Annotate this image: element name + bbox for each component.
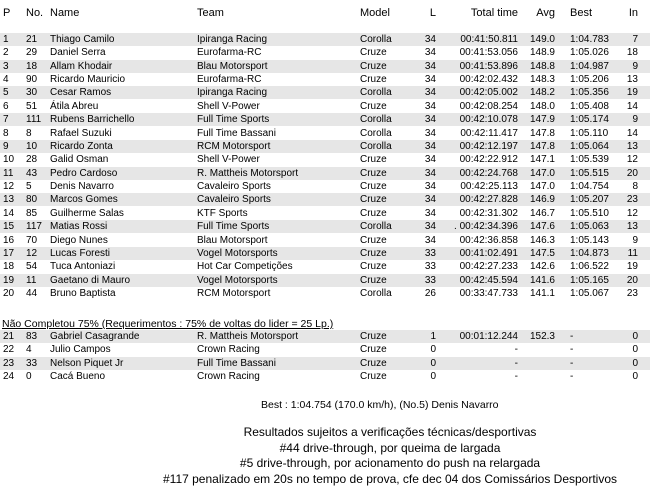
avg-speed-cell: 147.0 xyxy=(522,167,555,180)
avg-speed-cell: 152.3 xyxy=(522,330,555,343)
best-lap-cell: 1:05.539 xyxy=(570,153,609,166)
laps-cell: 34 xyxy=(396,113,436,126)
best-lap-summary: Best : 1:04.754 (170.0 km/h), (No.5) Denis Navarro xyxy=(261,399,499,412)
total-time-cell: 00:01:12.244 xyxy=(444,330,518,343)
team-cell: R. Mattheis Motorsport xyxy=(197,330,298,343)
header-best: Best xyxy=(570,6,592,20)
table-row xyxy=(0,343,650,356)
best-lap-cell: 1:05.356 xyxy=(570,86,609,99)
driver-name-cell: Galid Osman xyxy=(50,153,108,166)
best-lap-cell: 1:04.873 xyxy=(570,247,609,260)
avg-speed-cell: 148.2 xyxy=(522,86,555,99)
best-lap-cell: - xyxy=(570,330,573,343)
best-lap-cell: 1:05.067 xyxy=(570,287,609,300)
table-row xyxy=(0,73,650,86)
team-cell: Hot Car Competições xyxy=(197,260,293,273)
best-lap-cell: 1:05.206 xyxy=(570,73,609,86)
avg-speed-cell: 148.8 xyxy=(522,60,555,73)
table-row xyxy=(0,127,650,140)
avg-speed-cell: 148.9 xyxy=(522,46,555,59)
avg-speed-cell: 147.8 xyxy=(522,127,555,140)
driver-name-cell: Julio Campos xyxy=(50,343,111,356)
table-row xyxy=(0,287,650,300)
best-lap-cell: 1:05.110 xyxy=(570,127,608,140)
car-number-cell: 29 xyxy=(26,46,37,59)
best-lap-in-cell: 19 xyxy=(622,86,638,99)
position-cell: 14 xyxy=(3,207,14,220)
best-lap-in-cell: 7 xyxy=(622,33,638,46)
total-time-cell: 00:41:50.811 xyxy=(444,33,518,46)
best-lap-in-cell: 0 xyxy=(622,343,638,356)
team-cell: Crown Racing xyxy=(197,370,260,383)
best-lap-in-cell: 9 xyxy=(622,234,638,247)
best-lap-cell: - xyxy=(570,357,573,370)
avg-speed-cell: 147.1 xyxy=(522,153,555,166)
header-in: In xyxy=(622,6,638,20)
car-number-cell: 51 xyxy=(26,100,37,113)
best-lap-cell: 1:06.522 xyxy=(570,260,609,273)
model-cell: Cruze xyxy=(360,153,387,166)
model-cell: Corolla xyxy=(360,287,392,300)
team-cell: Vogel Motorsports xyxy=(197,247,278,260)
position-cell: 9 xyxy=(3,140,9,153)
total-time-cell: 00:42:31.302 xyxy=(444,207,518,220)
best-lap-in-cell: 23 xyxy=(622,287,638,300)
total-time-cell: 00:33:47.733 xyxy=(444,287,518,300)
position-cell: 6 xyxy=(3,100,9,113)
best-lap-in-cell: 9 xyxy=(622,113,638,126)
team-cell: Cavaleiro Sports xyxy=(197,193,271,206)
driver-name-cell: Pedro Cardoso xyxy=(50,167,117,180)
model-cell: Cruze xyxy=(360,343,387,356)
driver-name-cell: Cesar Ramos xyxy=(50,86,111,99)
position-cell: 16 xyxy=(3,234,14,247)
best-lap-in-cell: 13 xyxy=(622,73,638,86)
position-cell: 12 xyxy=(3,180,14,193)
best-lap-cell: 1:05.064 xyxy=(570,140,609,153)
best-lap-cell: 1:05.026 xyxy=(570,46,609,59)
total-time-cell: 00:42:10.078 xyxy=(444,113,518,126)
total-time-cell: 00:41:53.056 xyxy=(444,46,518,59)
driver-name-cell: Daniel Serra xyxy=(50,46,106,59)
laps-cell: 34 xyxy=(396,220,436,233)
laps-cell: 34 xyxy=(396,73,436,86)
best-lap-cell: - xyxy=(570,343,573,356)
team-cell: Ipiranga Racing xyxy=(197,86,267,99)
header-avg: Avg xyxy=(522,6,555,20)
best-lap-in-cell: 0 xyxy=(622,330,638,343)
position-cell: 18 xyxy=(3,260,14,273)
table-row xyxy=(0,86,650,99)
table-header xyxy=(0,6,650,20)
position-cell: 23 xyxy=(3,357,14,370)
best-lap-in-cell: 0 xyxy=(622,357,638,370)
best-lap-cell: 1:05.510 xyxy=(570,207,609,220)
position-cell: 24 xyxy=(3,370,14,383)
model-cell: Cruze xyxy=(360,357,387,370)
driver-name-cell: Diego Nunes xyxy=(50,234,108,247)
position-cell: 7 xyxy=(3,113,9,126)
total-time-cell: - xyxy=(444,357,518,370)
position-cell: 3 xyxy=(3,60,9,73)
model-cell: Corolla xyxy=(360,140,392,153)
driver-name-cell: Rubens Barrichello xyxy=(50,113,135,126)
driver-name-cell: Bruno Baptista xyxy=(50,287,116,300)
car-number-cell: 80 xyxy=(26,193,37,206)
car-number-cell: 30 xyxy=(26,86,37,99)
model-cell: Cruze xyxy=(360,330,387,343)
best-lap-cell: 1:05.408 xyxy=(570,100,609,113)
laps-cell: 34 xyxy=(396,60,436,73)
avg-speed-cell: 149.0 xyxy=(522,33,555,46)
table-row xyxy=(0,247,650,260)
team-cell: Shell V-Power xyxy=(197,100,260,113)
note-line: #117 penalizado em 20s no tempo de prova, cfe dec 04 dos Comissários Desportivos xyxy=(130,472,650,487)
laps-cell: 34 xyxy=(396,193,436,206)
car-number-cell: 28 xyxy=(26,153,37,166)
car-number-cell: 111 xyxy=(26,113,41,126)
laps-cell: 34 xyxy=(396,167,436,180)
model-cell: Corolla xyxy=(360,113,392,126)
total-time-cell: - xyxy=(444,370,518,383)
avg-speed-cell: 148.3 xyxy=(522,73,555,86)
best-lap-in-cell: 13 xyxy=(622,140,638,153)
best-lap-in-cell: 20 xyxy=(622,274,638,287)
total-time-cell: 00:42:12.197 xyxy=(444,140,518,153)
driver-name-cell: Gaetano di Mauro xyxy=(50,274,130,287)
car-number-cell: 83 xyxy=(26,330,37,343)
car-number-cell: 4 xyxy=(26,343,32,356)
avg-speed-cell: 147.6 xyxy=(522,220,555,233)
avg-speed-cell: 148.0 xyxy=(522,100,555,113)
table-row xyxy=(0,33,650,46)
position-cell: 22 xyxy=(3,343,14,356)
car-number-cell: 117 xyxy=(26,220,42,233)
position-cell: 17 xyxy=(3,247,14,260)
best-lap-in-cell: 9 xyxy=(622,60,638,73)
best-lap-cell: 1:05.143 xyxy=(570,234,609,247)
model-cell: Corolla xyxy=(360,220,392,233)
laps-cell: 0 xyxy=(396,370,436,383)
team-cell: RCM Motorsport xyxy=(197,140,270,153)
avg-speed-cell: 147.8 xyxy=(522,140,555,153)
avg-speed-cell: 141.1 xyxy=(522,287,555,300)
best-lap-cell: 1:04.754 xyxy=(570,180,609,193)
team-cell: R. Mattheis Motorsport xyxy=(197,167,298,180)
model-cell: Corolla xyxy=(360,86,392,99)
team-cell: Crown Racing xyxy=(197,343,260,356)
team-cell: Full Time Bassani xyxy=(197,357,276,370)
best-lap-in-cell: 12 xyxy=(622,207,638,220)
model-cell: Cruze xyxy=(360,60,387,73)
driver-name-cell: Thiago Camilo xyxy=(50,33,114,46)
laps-cell: 34 xyxy=(396,46,436,59)
position-cell: 1 xyxy=(3,33,9,46)
team-cell: RCM Motorsport xyxy=(197,287,270,300)
laps-cell: 1 xyxy=(396,330,436,343)
laps-cell: 33 xyxy=(396,274,436,287)
laps-cell: 0 xyxy=(396,357,436,370)
car-number-cell: 54 xyxy=(26,260,37,273)
header-pos: P xyxy=(3,6,10,20)
team-cell: Shell V-Power xyxy=(197,153,260,166)
avg-speed-cell: 146.7 xyxy=(522,207,555,220)
best-lap-cell: 1:05.165 xyxy=(570,274,609,287)
driver-name-cell: Cacá Bueno xyxy=(50,370,105,383)
laps-cell: 34 xyxy=(396,127,436,140)
laps-cell: 33 xyxy=(396,260,436,273)
car-number-cell: 12 xyxy=(26,247,37,260)
laps-cell: 33 xyxy=(396,247,436,260)
driver-name-cell: Guilherme Salas xyxy=(50,207,124,220)
note-line: #44 drive-through, por queima de largada xyxy=(130,441,650,457)
avg-speed-cell: 141.6 xyxy=(522,274,555,287)
total-time-cell: 00:42:24.768 xyxy=(444,167,518,180)
header-model: Model xyxy=(360,6,390,20)
table-row xyxy=(0,207,650,220)
best-lap-in-cell: 19 xyxy=(622,260,638,273)
car-number-cell: 43 xyxy=(26,167,37,180)
avg-speed-cell: 147.9 xyxy=(522,113,555,126)
model-cell: Corolla xyxy=(360,127,392,140)
not-completed-title: Não Completou 75% (Requerimentos : 75% de voltas do lider = 25 Lp.) xyxy=(2,318,333,331)
table-row xyxy=(0,100,650,113)
table-row xyxy=(0,357,650,370)
best-lap-cell: 1:05.063 xyxy=(570,220,609,233)
table-row xyxy=(0,330,650,343)
model-cell: Cruze xyxy=(360,370,387,383)
driver-name-cell: Marcos Gomes xyxy=(50,193,118,206)
team-cell: Full Time Sports xyxy=(197,113,269,126)
car-number-cell: 70 xyxy=(26,234,37,247)
driver-name-cell: Ricardo Mauricio xyxy=(50,73,125,86)
table-row xyxy=(0,220,650,233)
best-lap-cell: 1:05.515 xyxy=(570,167,609,180)
best-lap-in-cell: 11 xyxy=(622,247,638,260)
total-time-cell: 00:42:25.113 xyxy=(444,180,518,193)
model-cell: Cruze xyxy=(360,167,387,180)
table-row xyxy=(0,167,650,180)
total-time-cell: 00:42:02.432 xyxy=(444,73,518,86)
laps-cell: 34 xyxy=(396,140,436,153)
driver-name-cell: Nelson Piquet Jr xyxy=(50,357,123,370)
driver-name-cell: Allam Khodair xyxy=(50,60,112,73)
driver-name-cell: Ricardo Zonta xyxy=(50,140,113,153)
team-cell: Blau Motorsport xyxy=(197,234,268,247)
avg-speed-cell: 142.6 xyxy=(522,260,555,273)
driver-name-cell: Denis Navarro xyxy=(50,180,114,193)
table-row xyxy=(0,46,650,59)
model-cell: Cruze xyxy=(360,180,387,193)
laps-cell: 34 xyxy=(396,180,436,193)
team-cell: Full Time Sports xyxy=(197,220,269,233)
car-number-cell: 18 xyxy=(26,60,37,73)
best-lap-in-cell: 8 xyxy=(622,180,638,193)
note-line: #5 drive-through, por acionamento do push na relargada xyxy=(130,456,650,472)
best-lap-in-cell: 23 xyxy=(622,193,638,206)
best-lap-cell: 1:04.987 xyxy=(570,60,609,73)
driver-name-cell: Átila Abreu xyxy=(50,100,98,113)
table-row xyxy=(0,260,650,273)
table-row xyxy=(0,113,650,126)
total-time-cell: 00:42:22.912 xyxy=(444,153,518,166)
position-cell: 8 xyxy=(3,127,9,140)
total-time-cell: 00:42:08.254 xyxy=(444,100,518,113)
team-cell: Blau Motorsport xyxy=(197,60,268,73)
table-row xyxy=(0,153,650,166)
car-number-cell: 44 xyxy=(26,287,37,300)
best-lap-in-cell: 20 xyxy=(622,167,638,180)
position-cell: 5 xyxy=(3,86,9,99)
car-number-cell: 11 xyxy=(26,274,36,287)
total-time-cell: 00:42:45.594 xyxy=(444,274,518,287)
model-cell: Cruze xyxy=(360,193,387,206)
position-cell: 19 xyxy=(3,274,14,287)
driver-name-cell: Tuca Antoniazi xyxy=(50,260,115,273)
team-cell: Full Time Bassani xyxy=(197,127,276,140)
team-cell: Eurofarma-RC xyxy=(197,46,261,59)
model-cell: Cruze xyxy=(360,207,387,220)
header-total-time: Total time xyxy=(444,6,518,20)
laps-cell: 34 xyxy=(396,153,436,166)
total-time-cell: 00:41:02.491 xyxy=(444,247,518,260)
laps-cell: 34 xyxy=(396,234,436,247)
model-cell: Corolla xyxy=(360,33,392,46)
table-row xyxy=(0,370,650,383)
model-cell: Cruze xyxy=(360,260,387,273)
driver-name-cell: Lucas Foresti xyxy=(50,247,110,260)
position-cell: 11 xyxy=(3,167,13,180)
header-team: Team xyxy=(197,6,224,20)
total-time-cell: 00:42:36.858 xyxy=(444,234,518,247)
avg-speed-cell: 146.3 xyxy=(522,234,555,247)
team-cell: Vogel Motorsports xyxy=(197,274,278,287)
car-number-cell: 10 xyxy=(26,140,37,153)
best-lap-in-cell: 12 xyxy=(622,153,638,166)
total-time-cell: - xyxy=(444,343,518,356)
note-line: Resultados sujeitos a verificações técnicas/desportivas xyxy=(130,425,650,441)
car-number-cell: 0 xyxy=(26,370,32,383)
laps-cell: 34 xyxy=(396,207,436,220)
team-cell: Eurofarma-RC xyxy=(197,73,261,86)
best-lap-in-cell: 14 xyxy=(622,127,638,140)
best-lap-cell: 1:05.207 xyxy=(570,193,609,206)
table-row xyxy=(0,234,650,247)
race-notes xyxy=(130,425,650,487)
car-number-cell: 8 xyxy=(26,127,32,140)
table-row xyxy=(0,60,650,73)
driver-name-cell: Matias Rossi xyxy=(50,220,107,233)
total-time-cell: 00:41:53.896 xyxy=(444,60,518,73)
total-time-cell: 00:42:27.828 xyxy=(444,193,518,206)
position-cell: 15 xyxy=(3,220,14,233)
car-number-cell: 85 xyxy=(26,207,37,220)
best-lap-in-cell: 13 xyxy=(622,220,638,233)
avg-speed-cell: 146.9 xyxy=(522,193,555,206)
model-cell: Cruze xyxy=(360,46,387,59)
team-cell: Cavaleiro Sports xyxy=(197,180,271,193)
header-laps: L xyxy=(396,6,436,20)
avg-speed-cell: 147.5 xyxy=(522,247,555,260)
laps-cell: 26 xyxy=(396,287,436,300)
table-row xyxy=(0,274,650,287)
model-cell: Cruze xyxy=(360,247,387,260)
position-cell: 10 xyxy=(3,153,14,166)
team-cell: Ipiranga Racing xyxy=(197,33,267,46)
best-lap-cell: 1:04.783 xyxy=(570,33,609,46)
avg-speed-cell: 147.0 xyxy=(522,180,555,193)
header-no: No. xyxy=(26,6,43,20)
position-cell: 21 xyxy=(3,330,14,343)
total-time-cell: 00:42:27.233 xyxy=(444,260,518,273)
driver-name-cell: Rafael Suzuki xyxy=(50,127,112,140)
model-cell: Cruze xyxy=(360,100,387,113)
best-lap-cell: - xyxy=(570,370,573,383)
laps-cell: 0 xyxy=(396,343,436,356)
laps-cell: 34 xyxy=(396,86,436,99)
car-number-cell: 33 xyxy=(26,357,37,370)
model-cell: Cruze xyxy=(360,73,387,86)
total-time-cell: 00:42:05.002 xyxy=(444,86,518,99)
best-lap-in-cell: 14 xyxy=(622,100,638,113)
best-lap-in-cell: 0 xyxy=(622,370,638,383)
total-time-cell: . 00:42:34.396 xyxy=(444,220,518,233)
table-row xyxy=(0,140,650,153)
team-cell: KTF Sports xyxy=(197,207,248,220)
model-cell: Cruze xyxy=(360,234,387,247)
laps-cell: 34 xyxy=(396,33,436,46)
position-cell: 13 xyxy=(3,193,14,206)
laps-cell: 34 xyxy=(396,100,436,113)
table-row xyxy=(0,193,650,206)
car-number-cell: 5 xyxy=(26,180,32,193)
driver-name-cell: Gabriel Casagrande xyxy=(50,330,140,343)
car-number-cell: 21 xyxy=(26,33,37,46)
best-lap-cell: 1:05.174 xyxy=(570,113,609,126)
total-time-cell: 00:42:11.417 xyxy=(444,127,518,140)
position-cell: 2 xyxy=(3,46,9,59)
car-number-cell: 90 xyxy=(26,73,37,86)
table-row xyxy=(0,180,650,193)
position-cell: 20 xyxy=(3,287,14,300)
best-lap-in-cell: 18 xyxy=(622,46,638,59)
position-cell: 4 xyxy=(3,73,9,86)
header-name: Name xyxy=(50,6,79,20)
model-cell: Cruze xyxy=(360,274,387,287)
